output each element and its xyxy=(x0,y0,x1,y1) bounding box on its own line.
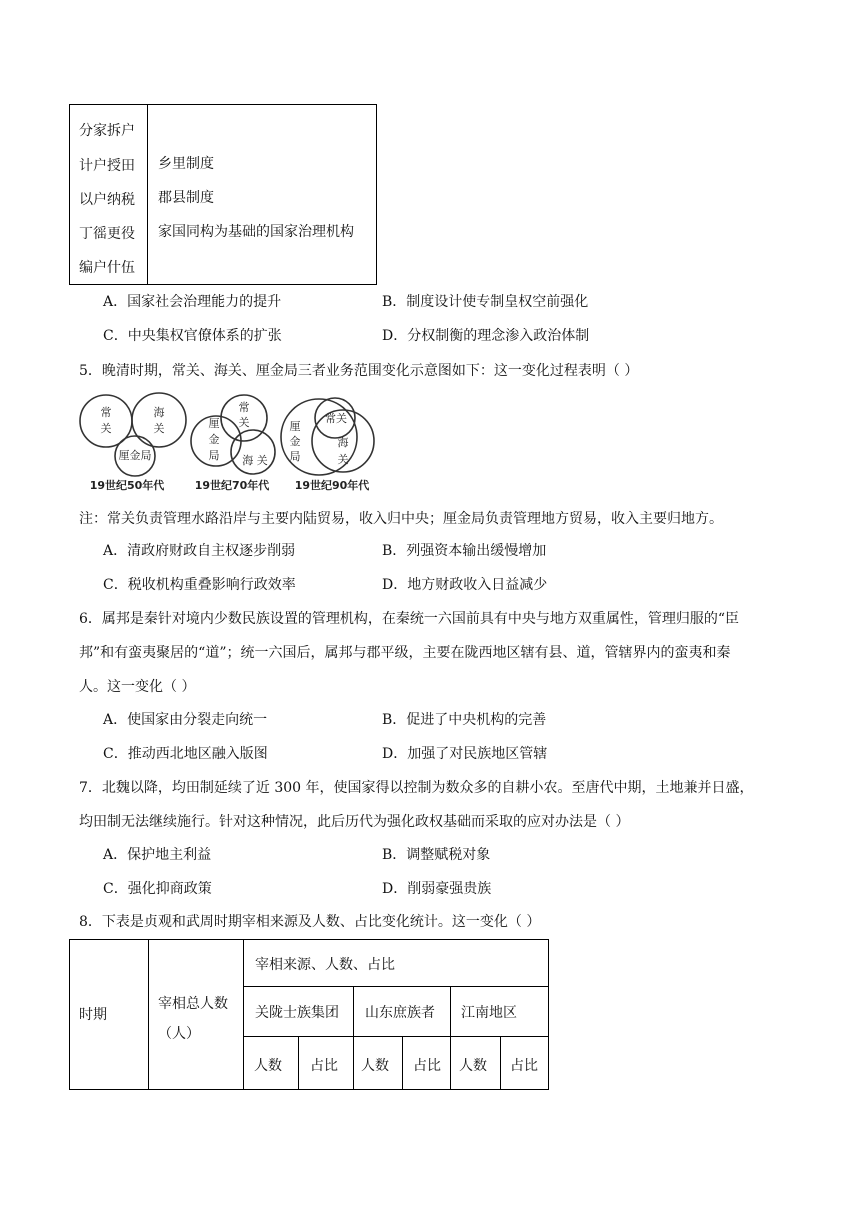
header-total-line1: 宰相总人数 xyxy=(158,996,228,1012)
q4-option-d[interactable]: D．分权制衡的理念渗入政治体制 xyxy=(382,328,590,344)
caption-1870s: 19世纪70年代 xyxy=(194,479,270,492)
header-group-jiangnan: 江南地区 xyxy=(461,1005,517,1021)
label-ju: 局 xyxy=(289,450,301,463)
q5-option-c[interactable]: C．税收机构重叠影响行政效率 xyxy=(103,577,296,593)
label-jin: 金 xyxy=(289,435,301,448)
sub-count: 人数 xyxy=(459,1058,487,1074)
label-chang: 常 xyxy=(100,406,112,419)
policy-left-column xyxy=(70,105,148,284)
sub-count: 人数 xyxy=(361,1058,389,1074)
q6-stem-line: 人。这一变化（ ） xyxy=(79,679,196,695)
left-item: 编户什伍 xyxy=(79,260,135,276)
label-lijinju: 厘金局 xyxy=(118,449,152,462)
header-group-shandong: 山东庶族者 xyxy=(365,1005,435,1021)
q4-option-c[interactable]: C．中央集权官僚体系的扩张 xyxy=(103,328,282,344)
label-guan: 关 xyxy=(100,422,112,435)
label-hai: 海 xyxy=(337,436,349,449)
caption-1890s: 19世纪90年代 xyxy=(294,479,370,492)
label-li: 厘 xyxy=(289,420,301,433)
q5-option-d[interactable]: D．地方财政收入日益减少 xyxy=(382,577,548,593)
left-item: 计户授田 xyxy=(79,158,135,174)
sub-ratio: 占比 xyxy=(510,1058,538,1074)
label-guan: 关 xyxy=(337,453,349,466)
label-chang: 常 xyxy=(238,401,250,414)
label-changguan: 常关 xyxy=(325,412,347,425)
header-total-line2: （人） xyxy=(158,1026,200,1042)
q7-stem-line: 7．北魏以降，均田制延续了近 300 年，使国家得以控制为数众多的自耕小农。至唐代中期，土地兼并日盛， xyxy=(79,780,754,796)
q7-option-c[interactable]: C．强化抑商政策 xyxy=(103,881,212,897)
chancellor-source-table xyxy=(69,939,549,1090)
header-source: 宰相来源、人数、占比 xyxy=(255,957,395,973)
tax-agency-venn-diagram xyxy=(77,392,377,496)
label-hai: 海 xyxy=(153,406,165,419)
q5-note: 注：常关负责管理水路沿岸与主要内陆贸易，收入归中央；厘金局负责管理地方贸易，收入主要归地方。 xyxy=(79,511,723,527)
policy-table xyxy=(69,104,377,285)
q6-option-c[interactable]: C．推动西北地区融入版图 xyxy=(103,746,268,762)
q4-option-a[interactable]: A．国家社会治理能力的提升 xyxy=(103,294,282,310)
header-period: 时期 xyxy=(79,1007,107,1023)
sub-ratio: 占比 xyxy=(413,1058,441,1074)
q8-stem: 8．下表是贞观和武周时期宰相来源及人数、占比变化统计。这一变化（ ） xyxy=(79,914,541,930)
q6-stem-line: 6．属邦是秦针对境内少数民族设置的管理机构，在秦统一六国前具有中央与地方双重属性，管理归服的“臣 xyxy=(79,611,740,627)
q6-stem-line: 邦”和有蛮夷聚居的“道”；统一六国后，属邦与郡平级，主要在陇西地区辖有县、道，管辖界内的蛮夷和秦 xyxy=(79,645,731,661)
q7-stem-line: 均田制无法继续施行。针对这种情况，此后历代为强化政权基础而采取的应对办法是（ ） xyxy=(79,814,630,830)
label-guan: 关 xyxy=(153,422,165,435)
label-li: 厘 xyxy=(208,417,220,430)
right-item: 郡县制度 xyxy=(158,190,214,206)
q7-option-b[interactable]: B．调整赋税对象 xyxy=(382,847,491,863)
q5-option-a[interactable]: A．清政府财政自主权逐步削弱 xyxy=(103,543,296,559)
circle-haiguan-1850s xyxy=(132,393,186,447)
q4-option-b[interactable]: B．制度设计使专制皇权空前强化 xyxy=(382,294,589,310)
q7-option-d[interactable]: D．削弱豪强贵族 xyxy=(382,881,492,897)
label-haiguan: 海 关 xyxy=(242,454,268,467)
q6-option-d[interactable]: D．加强了对民族地区管辖 xyxy=(382,746,548,762)
q5-stem: 5．晚清时期，常关、海关、厘金局三者业务范围变化示意图如下：这一变化过程表明（ ） xyxy=(79,363,639,379)
q7-option-a[interactable]: A．保护地主利益 xyxy=(103,847,212,863)
label-jin: 金 xyxy=(208,433,220,446)
label-guan: 关 xyxy=(238,416,250,429)
right-item: 家国同构为基础的国家治理机构 xyxy=(158,224,354,240)
q6-option-b[interactable]: B．促进了中央机构的完善 xyxy=(382,712,547,728)
left-item: 丁徭更役 xyxy=(79,226,135,242)
label-ju: 局 xyxy=(208,449,220,462)
left-item: 分家拆户 xyxy=(79,123,135,139)
left-item: 以户纳税 xyxy=(79,192,135,208)
cell-total xyxy=(148,939,244,1090)
caption-1850s: 19世纪50年代 xyxy=(89,479,165,492)
sub-count: 人数 xyxy=(254,1058,282,1074)
right-item: 乡里制度 xyxy=(158,156,214,172)
sub-ratio: 占比 xyxy=(310,1058,338,1074)
header-group-guanlong: 关陇士族集团 xyxy=(255,1005,339,1021)
q6-option-a[interactable]: A．使国家由分裂走向统一 xyxy=(103,712,268,728)
q5-option-b[interactable]: B．列强资本输出缓慢增加 xyxy=(382,543,547,559)
